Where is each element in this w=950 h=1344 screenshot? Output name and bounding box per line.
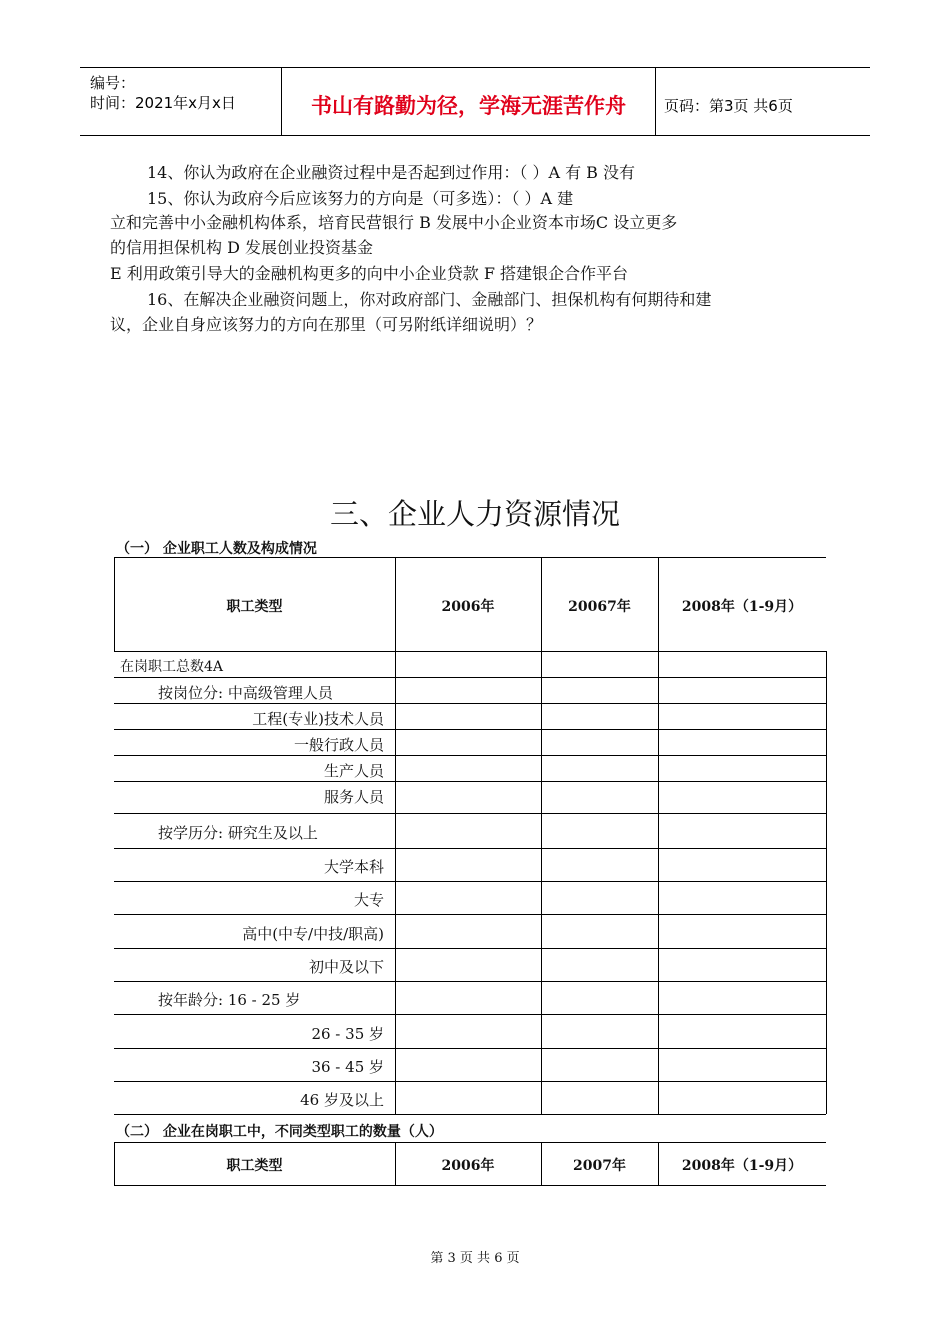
table2-header-type: 职工类型 — [226, 1158, 283, 1174]
table1-rule — [114, 1114, 826, 1115]
question-16-line-1: 16、在解决企业融资问题上，你对政府部门、金融部门、担保机构有何期待和建 — [147, 290, 712, 309]
table1-rule — [114, 1081, 826, 1082]
table2-header-2008: 2008年（1-9月） — [681, 1158, 803, 1174]
header-divider-right — [655, 67, 656, 135]
table1-rule — [114, 881, 826, 882]
table1-row-label: 大学本科 — [323, 858, 384, 876]
table1-row-label: 服务人员 — [323, 788, 384, 806]
table1-row-label: 在岗职工总数4A — [120, 659, 224, 675]
table2-rule — [114, 1185, 826, 1186]
table2-caption: （二） 企业在岗职工中，不同类型职工的数量（人） — [116, 1124, 443, 1140]
table1-caption: （一） 企业职工人数及构成情况 — [116, 541, 317, 557]
section-title: 三、企业人力资源情况 — [329, 497, 620, 531]
question-15-line-4: E 利用政策引导大的金融机构更多的向中小企业贷款 F 搭建银企合作平台 — [110, 264, 629, 283]
doc-time-label: 时间：2021年x月x日 — [90, 94, 236, 112]
table1-row-label: 26 - 35 岁 — [311, 1025, 384, 1043]
table1-rule — [395, 557, 396, 1114]
table1-rule — [114, 948, 826, 949]
header-motto: 书山有路勤为径，学海无涯苦作舟 — [311, 94, 626, 118]
doc-number-label: 编号： — [90, 74, 136, 92]
table1-rule — [114, 677, 826, 678]
table1-rule — [114, 981, 826, 982]
table1-row-label: 按岗位分: 中高级管理人员 — [158, 684, 333, 702]
table1-row-label: 46 岁及以上 — [300, 1091, 384, 1109]
table1-row-label: 一般行政人员 — [293, 736, 384, 754]
header-bottom-rule — [80, 135, 870, 136]
table1-rule — [114, 1014, 826, 1015]
header-top-rule — [80, 67, 870, 68]
table2-header-2006: 2006年 — [441, 1158, 495, 1174]
table2-header-2007: 2007年 — [573, 1158, 626, 1174]
table1-row-label: 按学历分: 研究生及以上 — [158, 824, 318, 842]
table1-row-label: 大专 — [353, 891, 384, 909]
table1-row-label: 生产人员 — [323, 762, 384, 780]
header-page-code: 页码：第3页 共6页 — [664, 97, 793, 115]
table1-header-type: 职工类型 — [226, 599, 283, 615]
table1-rule — [114, 914, 826, 915]
question-15-line-1: 15、你认为政府今后应该努力的方向是（可多选）：（ ）A 建 — [147, 189, 574, 208]
table1-rule — [114, 781, 826, 782]
table1-rule — [826, 651, 827, 1114]
table1-row-label: 36 - 45 岁 — [311, 1058, 384, 1076]
table1-row-label: 工程(专业)技术人员 — [252, 710, 384, 728]
table1-header-2008: 2008年（1-9月） — [681, 599, 803, 615]
table1-rule — [658, 557, 659, 1114]
table1-rule — [114, 1048, 826, 1049]
question-16-line-2: 议，企业自身应该努力的方向在那里（可另附纸详细说明）？ — [110, 315, 543, 334]
page-footer: 第 3 页 共 6 页 — [430, 1251, 520, 1266]
table1-rule — [114, 813, 826, 814]
table1-row-label: 初中及以下 — [308, 958, 384, 976]
table2-rule — [114, 1142, 826, 1143]
table1-header-2007: 20067年 — [568, 599, 631, 615]
table1-rule — [114, 651, 826, 652]
table1-rule — [114, 755, 826, 756]
question-15-line-3: 的信用担保机构 D 发展创业投资基金 — [110, 238, 374, 257]
table1-rule — [541, 557, 542, 1114]
table1-header-2006: 2006年 — [441, 599, 495, 615]
table1-rule — [114, 848, 826, 849]
question-15-line-2: 立和完善中小金融机构体系，培育民营银行 B 发展中小企业资本市场C 设立更多 — [110, 213, 678, 232]
question-14: 14、你认为政府在企业融资过程中是否起到过作用：（ ）A 有 B 没有 — [147, 163, 636, 182]
table1-rule — [114, 557, 826, 558]
table1-rule — [114, 703, 826, 704]
table1-row-label: 按年龄分: 16 - 25 岁 — [158, 991, 301, 1009]
table1-rule — [114, 729, 826, 730]
table1-row-label: 高中(中专/中技/职高) — [242, 925, 384, 943]
